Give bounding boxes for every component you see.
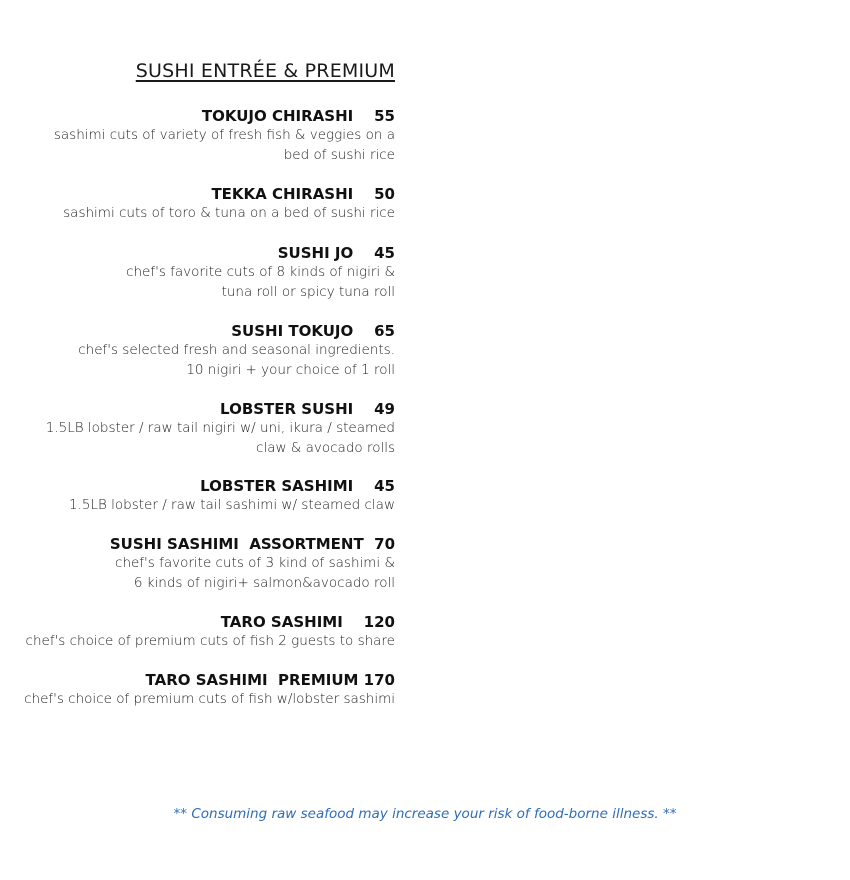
food-safety-footer: ** Consuming raw seafood may increase your risk of food-borne illness. ** bbox=[173, 806, 677, 822]
menu-item bbox=[0, 244, 395, 302]
menu-item bbox=[0, 671, 395, 710]
item-desc: bed of sushi rice bbox=[283, 146, 395, 163]
item-desc: chef's favorite cuts of 3 kind of sashimi & bbox=[115, 555, 395, 571]
menu-item bbox=[0, 477, 395, 516]
item-name: SUSHI SASHIMI ASSORTMENT 70 bbox=[109, 535, 395, 553]
menu-item bbox=[0, 107, 395, 165]
item-desc: claw & avocado rolls bbox=[256, 439, 395, 456]
item-name: SUSHI TOKUJO 65 bbox=[231, 322, 395, 340]
item-name: TARO SASHIMI 120 bbox=[220, 613, 395, 631]
item-name: TARO SASHIMI PREMIUM 170 bbox=[145, 671, 395, 689]
item-name: TEKKA CHIRASHI 50 bbox=[211, 185, 395, 203]
item-desc: tuna roll or spicy tuna roll bbox=[221, 283, 395, 300]
item-desc: chef's selected fresh and seasonal ingredients. bbox=[78, 342, 395, 358]
menu-item bbox=[0, 322, 395, 380]
item-desc: sashimi cuts of toro & tuna on a bed of sushi rice bbox=[63, 205, 395, 221]
item-name: LOBSTER SUSHI 49 bbox=[220, 400, 395, 418]
item-desc: chef's favorite cuts of 8 kinds of nigiri & bbox=[126, 264, 395, 280]
item-desc: sashimi cuts of variety of fresh fish & veggies on a bbox=[53, 127, 395, 143]
menu-item bbox=[0, 613, 395, 652]
item-desc: 1.5LB lobster / raw tail nigiri w/ uni, ikura / steamed bbox=[45, 420, 395, 436]
item-desc: 6 kinds of nigiri+ salmon&avocado roll bbox=[133, 574, 395, 591]
menu-item bbox=[0, 535, 395, 593]
menu-item bbox=[0, 185, 395, 224]
item-name: SUSHI JO 45 bbox=[277, 244, 395, 262]
item-name: TOKUJO CHIRASHI 55 bbox=[201, 107, 395, 125]
menu-item bbox=[0, 400, 395, 458]
item-desc: 10 nigiri + your choice of 1 roll bbox=[186, 361, 395, 378]
sushi-section-heading: SUSHI ENTRÉE & PREMIUM bbox=[135, 60, 395, 82]
item-desc: chef's choice of premium cuts of fish 2 guests to share bbox=[25, 633, 395, 649]
item-desc: chef's choice of premium cuts of fish w/lobster sashimi bbox=[24, 691, 395, 707]
item-name: LOBSTER SASHIMI 45 bbox=[200, 477, 395, 495]
item-desc: 1.5LB lobster / raw tail sashimi w/ steamed claw bbox=[69, 497, 395, 513]
